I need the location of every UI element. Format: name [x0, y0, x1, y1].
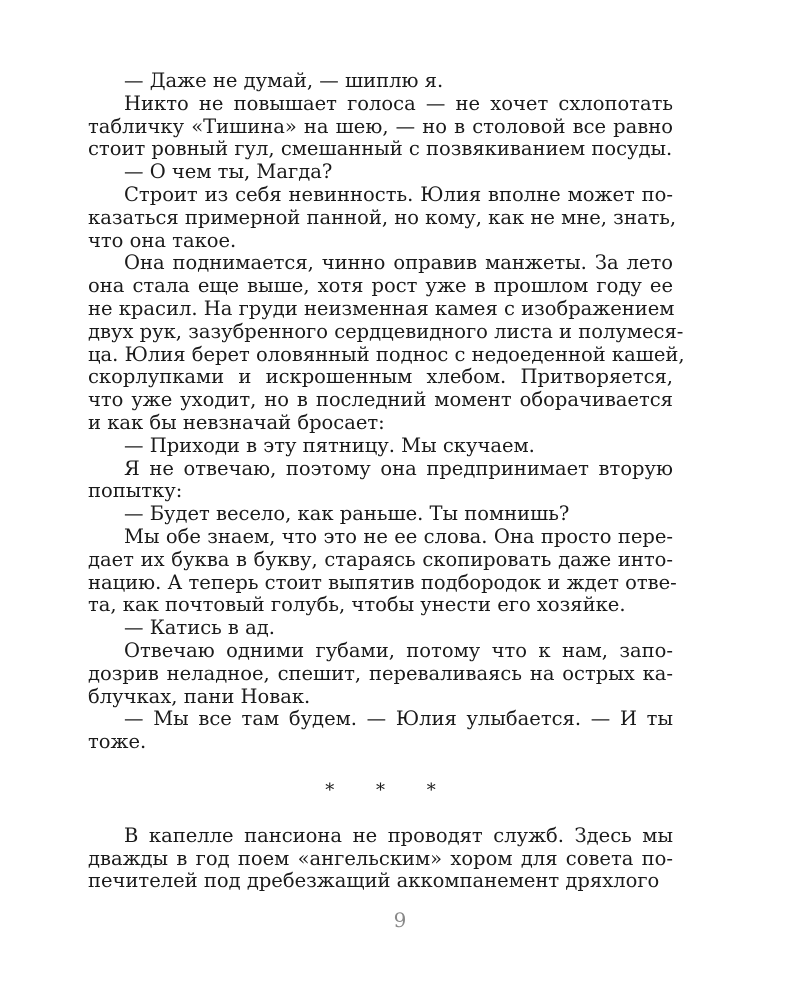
text-line: Я не отвечаю, поэтому она предпринимает вторую: [124, 456, 673, 480]
paragraph: [88, 161, 673, 184]
text-line: та, как почтовый голубь, чтобы унести его хозяйке.: [88, 593, 626, 617]
paragraph: [88, 640, 673, 708]
text-line: табличку «Тишина» на шею, — но в столовой все равно: [88, 114, 673, 138]
text-line: — Катись в ад.: [124, 616, 275, 640]
text-line: скорлупками и искрошенным хлебом. Притворяется,: [88, 365, 673, 389]
paragraph: [88, 708, 673, 754]
text-line: Мы обе знаем, что это не ее слова. Она просто пере-: [124, 524, 673, 548]
text-line: Никто не повышает голоса — не хочет схлопотать: [124, 91, 673, 115]
page-number: 9: [393, 908, 407, 932]
text-line: дважды в год поем «ангельским» хором для совета по-: [88, 846, 673, 870]
paragraph: [88, 70, 673, 93]
text-line: дозрив неладное, спешит, переваливаясь на острых ка-: [88, 661, 673, 685]
text-line: попытку:: [88, 479, 183, 503]
paragraph: [88, 825, 673, 893]
paragraph: [88, 617, 673, 640]
text-line: — О чем ты, Магда?: [124, 160, 333, 184]
text-section-continued: [88, 825, 673, 893]
text-line: — Даже не думай, — шиплю я.: [124, 69, 444, 92]
paragraph: [88, 251, 685, 434]
text-line: Строит из себя невинность. Юлия вполне может по-: [124, 182, 673, 206]
paragraph: [88, 524, 677, 617]
text-line: тоже.: [88, 730, 147, 754]
text-line: стоит ровный гул, смешанный с позвякиванием посуды.: [88, 137, 673, 161]
text-line: казаться примерной панной, но кому, как не мне, знать,: [88, 205, 677, 229]
text-line: ца. Юлия берет оловянный поднос с недоеденной кашей,: [88, 342, 685, 366]
text-line: Она поднимается, чинно оправив манжеты. За лето: [124, 251, 673, 275]
paragraph: [88, 503, 673, 526]
text-line: В капелле пансиона не проводят служб. Здесь мы: [124, 823, 673, 847]
text-line: печителей под дребезжащий аккомпанемент дряхлого: [88, 869, 660, 893]
section-separator: * * *: [325, 779, 454, 801]
page-body: [88, 69, 685, 893]
text-line: дает их буква в букву, стараясь скопировать даже инто-: [88, 547, 673, 571]
text-line: — Мы все там будем. — Юлия улыбается. — И ты: [124, 707, 673, 731]
text-line: нацию. А теперь стоит выпятив подбородок и ждет отве-: [88, 570, 677, 594]
text-line: что уже уходит, но в последний момент оборачивается: [88, 388, 673, 412]
text-line: что она такое.: [88, 228, 237, 252]
paragraph: [88, 93, 673, 161]
text-line: — Будет весело, как раньше. Ты помнишь?: [124, 502, 570, 526]
text-line: — Приходи в эту пятницу. Мы скучаем.: [124, 433, 535, 457]
text-line: двух рук, зазубренного сердцевидного листа и полумеся-: [88, 319, 684, 343]
paragraph: [88, 435, 673, 458]
text-line: она стала еще выше, хотя рост уже в прошлом году ее: [88, 274, 673, 298]
paragraph: [88, 458, 673, 504]
text-line: не красил. На груди неизменная камея с изображением: [88, 296, 675, 320]
text-line: Отвечаю одними губами, потому что к нам, запо-: [124, 638, 673, 662]
text-line: и как бы невзначай бросает:: [88, 410, 385, 434]
paragraph: [88, 182, 677, 252]
text-section-main: [88, 69, 685, 754]
text-line: блучках, пани Новак.: [88, 684, 311, 708]
